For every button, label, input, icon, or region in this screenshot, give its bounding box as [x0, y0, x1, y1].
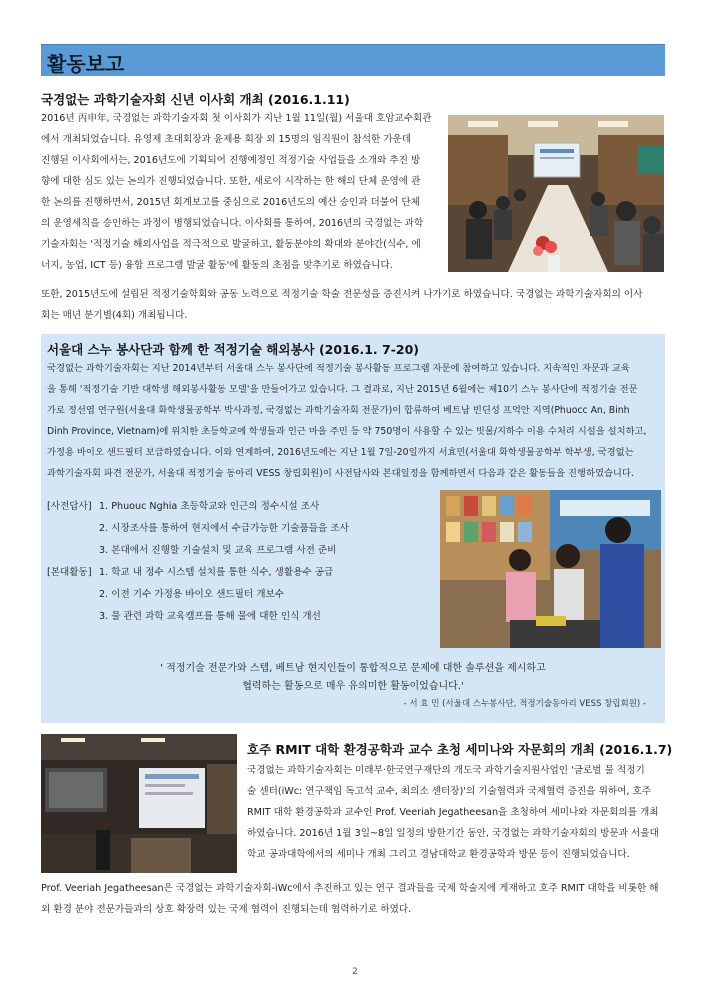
- board-meeting-photo: [448, 115, 664, 272]
- section1-line: 진행된 이사회에서는, 2016년도에 기획되어 진행예정인 적정기술 사업들을 소개와 추진 방: [41, 155, 421, 166]
- section3-line: 술 센터(iWc: 연구책임 독고석 교수, 최의소 센터장)'의 기술협력과 국제협력 증진을 위하여, 호주: [247, 786, 652, 797]
- section1-line: 향에 대한 심도 있는 논의가 진행되었습니다. 또한, 새로이 시작하는 한 해의 단체 운영에 관: [41, 176, 421, 187]
- section3-extra-body: [41, 878, 665, 920]
- list-item-text: 3. 본대에서 진행할 기술설치 및 교육 프로그램 사전 준비: [99, 545, 337, 556]
- section3-extra-line: Prof. Veeriah Jegatheesan은 국경없는 과학기술자회-iWc에서 추진하고 있는 연구 결과들을 국제 학술지에 게재하고 호주 RMIT 대학을 비롯한 해: [41, 883, 659, 894]
- quote-line-2: 협력하는 활동으로 매우 유의미한 활동이었습니다.': [242, 681, 464, 692]
- section3-body: [247, 760, 665, 865]
- section2-title: 서울대 스누 봉사단과 함께 한 적정기술 해외봉사 (2016.1. 7-20): [47, 342, 420, 357]
- volunteers-photo: [440, 490, 661, 648]
- section1-line: 에서 개최되었습니다. 유영제 초대회장과 윤제용 회장 외 15명의 임직원이 참석한 가운데: [41, 134, 412, 145]
- seminar-photo: [41, 734, 237, 873]
- section1-extra-line: 회는 매년 분기별(4회) 개최됩니다.: [41, 310, 188, 321]
- section2-body: [47, 358, 659, 484]
- section1-line: 한 논의를 진행하면서, 2015년 회계보고를 중심으로 2016년도의 예산 승인과 더불어 단체: [41, 197, 420, 208]
- section1-extra-body: [41, 284, 665, 326]
- list-item: [47, 562, 349, 584]
- section1-title: 국경없는 과학기술자회 신년 이사회 개최 (2016.1.11): [41, 92, 350, 107]
- list-item: [47, 518, 349, 540]
- list-item-text: 1. 학교 내 정수 시스템 설치를 통한 식수, 생활용수 공급: [99, 567, 334, 578]
- section1-line: 의 운영세칙을 승인하는 과정이 병행되었습니다. 이사회를 통하여, 2016년의 국경없는 과학: [41, 218, 424, 229]
- list-item-text: 2. 시장조사를 통하여 현지에서 수급가능한 기술품들을 조사: [99, 523, 349, 534]
- list-item-text: 2. 이전 기수 가정용 바이오 샌드필터 개보수: [99, 589, 284, 600]
- section2-line: Dinh Province, Vietnam)에 위치한 초등학교에 학생들과 인근 마을 주민 등 약 750명이 사용할 수 있는 빗물/지하수 이용 수처리 시설을 설치하고,: [47, 426, 647, 437]
- section2-line: 을 통해 '적정기술 기반 대학생 해외봉사활동 모델'을 만들어가고 있습니다. 그 결과로, 지난 2015년 6월에는 제10기 스누 봉사단에 적정기술 전문: [47, 384, 638, 395]
- section3-line: 국경없는 과학기술자회는 미래부·한국연구재단의 개도국 과학기술지원사업인 '글로벌 물 적정기: [247, 765, 645, 776]
- section2-line: 과학기술자회 파견 전문가, 서울대 적정기술 동아리 VESS 창립회원)이 사전답사와 본대일정을 함께하면서 다음과 같은 활동들을 진행하였습니다.: [47, 468, 634, 479]
- quote-credit: - 서 효 민 (서울대 스누봉사단, 적정기술동아리 VESS 창립회원) -: [403, 699, 646, 709]
- list-item: [47, 540, 349, 562]
- section3-line: 학교 공과대학에서의 세미나 개최 그리고 경남대학교 환경공학과 방문 등이 진행되었습니다.: [247, 849, 630, 860]
- list-item: [47, 606, 349, 628]
- list-item-text: 1. Phuouc Nghia 초등학교와 인근의 정수시설 조사: [99, 501, 320, 512]
- list-item: [47, 584, 349, 606]
- page-title: 활동보고: [47, 52, 125, 76]
- section2-line: 국경없는 과학기술자회는 지난 2014년부터 서울대 스누 봉사단에 적정기술 봉사활동 프로그램 자문에 참여하고 있습니다. 지속적인 자문과 교육: [47, 363, 630, 374]
- section3-line: RMIT 대학 환경공학과 교수인 Prof. Veeriah Jegatheesan을 초청하여 세미나와 자문회의를 개최: [247, 807, 659, 818]
- section1-line: 너지, 농업, ICT 등) 융합 프로그램 발굴 활동'에 활동의 초점을 맞추기로 하였습니다.: [41, 260, 393, 271]
- list-item-tag: [본대활동]: [47, 567, 92, 578]
- quote-line-1: ' 적정기술 전문가와 스텝, 베트남 현지인들이 통합적으로 문제에 대한 솔루션을 제시하고: [160, 663, 546, 674]
- page-number: 2: [352, 967, 358, 977]
- section1-extra-line: 또한, 2015년도에 설립된 적정기술학회와 공동 노력으로 적정기술 학술 전문성을 증진시켜 나가기로 하였습니다. 국경없는 과학기술자회의 이사: [41, 289, 643, 300]
- activity-list: [47, 496, 349, 628]
- list-item: [47, 496, 349, 518]
- section3-line: 하였습니다. 2016년 1월 3일~8일 일정의 방한기간 동안, 국경없는 과학기술자회의 방문과 서울대: [247, 828, 659, 839]
- section3-extra-line: 외 환경 분야 전문가들과의 상호 확장력 있는 국제 협력이 진행되는데 협력하기로 하였다.: [41, 904, 412, 915]
- section2-line: 가정용 바이오 샌드필터 보급하였습니다. 이와 연계하여, 2016년도에는 지난 1월 7일-20일까지 서효민(서울대 화학생물공학부 학부생, 국경없는: [47, 447, 634, 458]
- section-header-bar: [41, 44, 665, 76]
- section2-line: 가로 정선엽 연구원(서울대 화학생물공학부 박사과정, 국경없는 과학기술자회 전문가)이 합류하여 베트남 빈딘성 프억안 지역(Phuocc An, Binh: [47, 405, 630, 416]
- section1-line: 기술자회는 '적정기술 해외사업을 적극적으로 발굴하고, 활동분야의 확대와 분야간(식수, 에: [41, 239, 421, 250]
- section1-body: [41, 108, 439, 276]
- list-item-tag: [사전답사]: [47, 501, 92, 512]
- section1-line: 2016년 丙申年, 국경없는 과학기술자회 첫 이사회가 지난 1월 11일(월) 서울대 호암교수회관: [41, 113, 432, 124]
- list-item-text: 3. 물 관련 과학 교육캠프를 통해 물에 대한 인식 개선: [99, 611, 321, 622]
- section3-title: 호주 RMIT 대학 환경공학과 교수 초청 세미나와 자문회의 개최 (2016.1.7): [247, 742, 673, 757]
